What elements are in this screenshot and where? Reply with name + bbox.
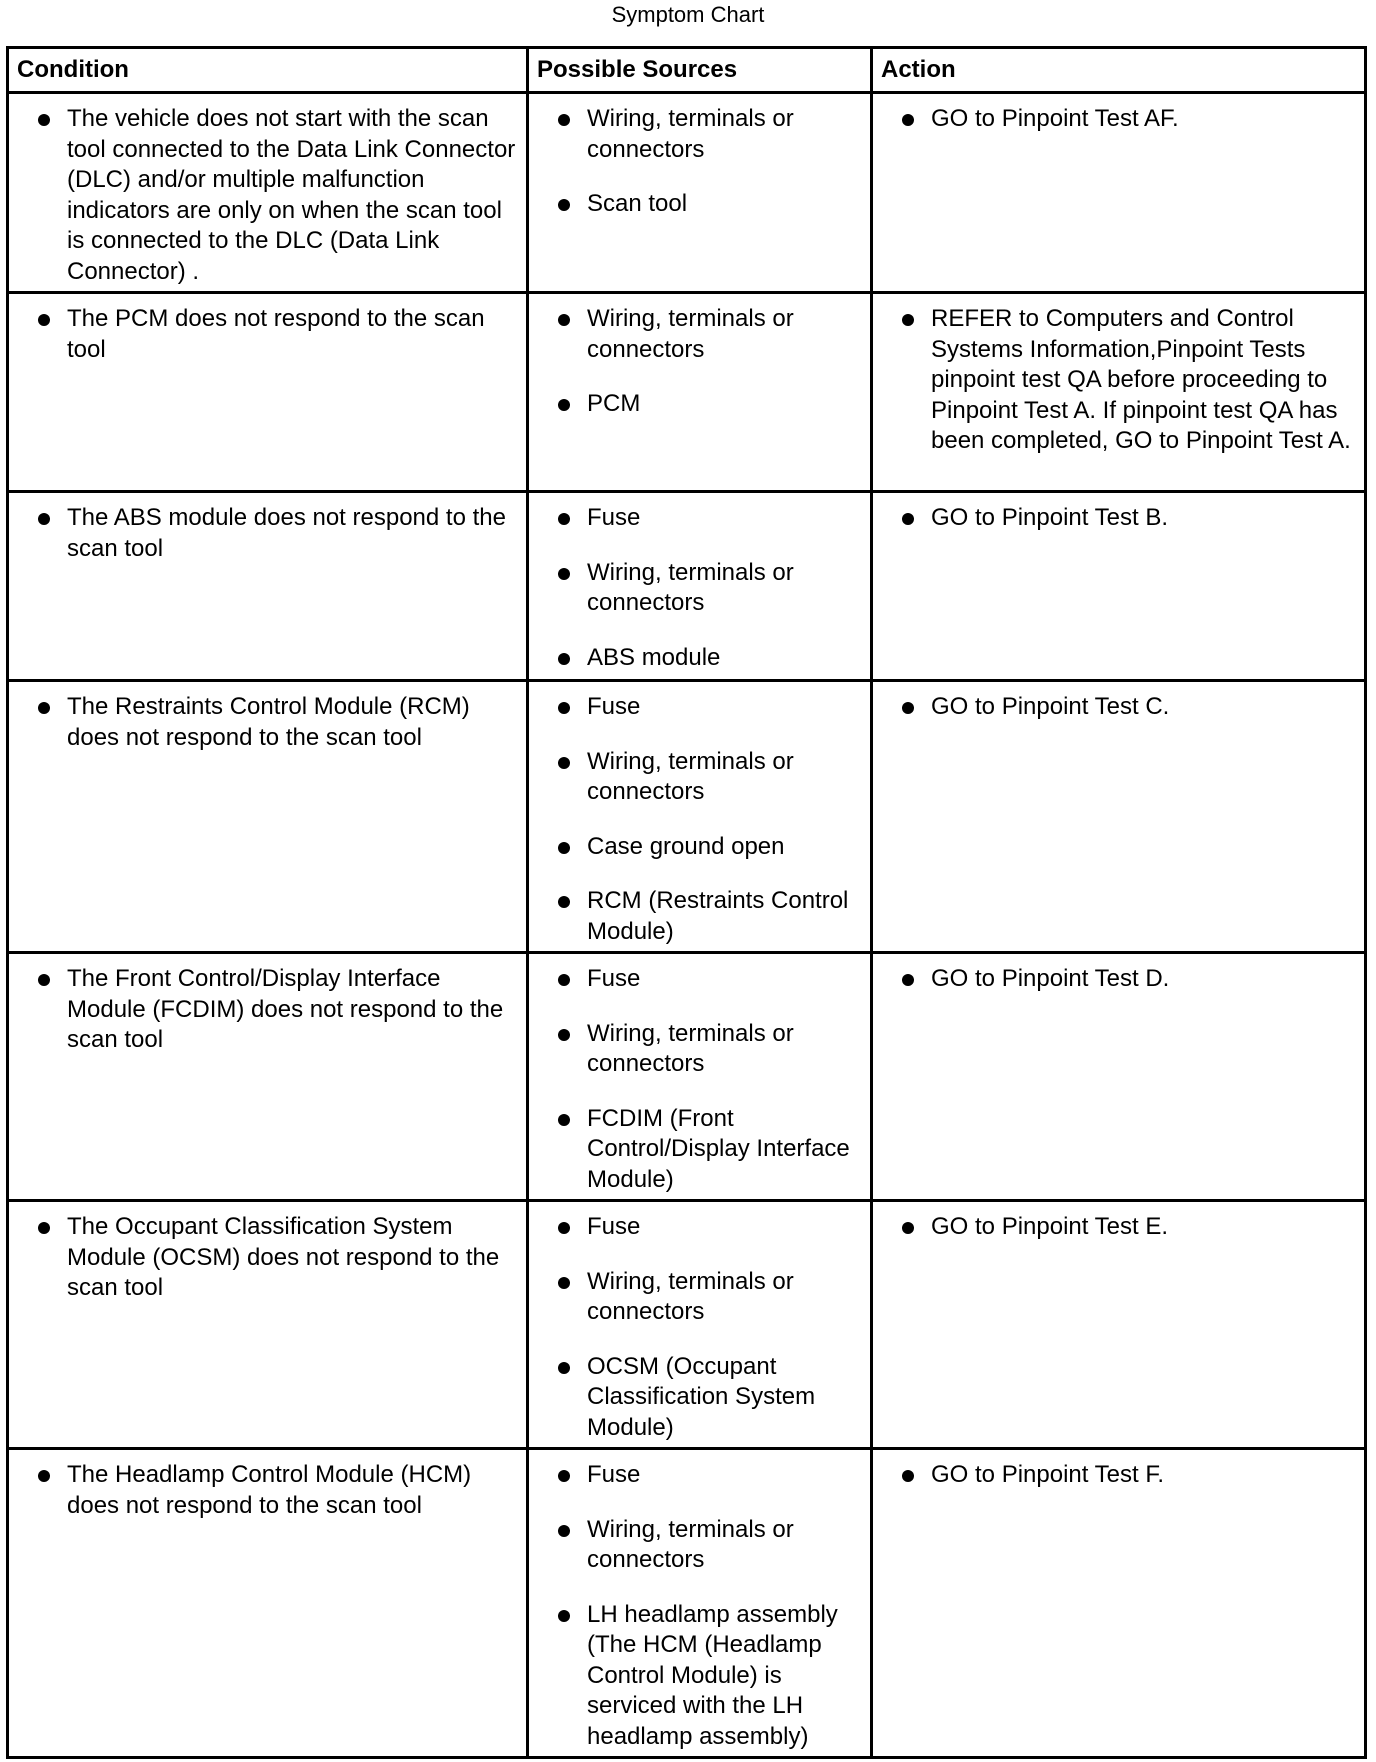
condition-cell: [8, 293, 528, 492]
source-item: Fuse: [537, 692, 860, 723]
action-text: GO to Pinpoint Test F.: [881, 1460, 1354, 1491]
sources-cell: [528, 293, 872, 492]
condition-text: The ABS module does not respond to the scan tool: [17, 503, 516, 564]
source-item: Wiring, terminals or connectors: [537, 747, 860, 808]
source-item: ABS module: [537, 643, 860, 674]
source-item: Scan tool: [537, 189, 860, 220]
source-item: Wiring, terminals or connectors: [537, 558, 860, 619]
action-cell: [872, 953, 1366, 1201]
table-row: [8, 492, 1366, 681]
source-item: PCM: [537, 389, 860, 420]
source-item: RCM (Restraints Control Module): [537, 886, 860, 947]
condition-text: The vehicle does not start with the scan tool connected to the Data Link Connector (DLC) and/or multiple malfunction indicators are only on when the scan tool is connected to the DLC (Data Link Connector) .: [17, 104, 516, 287]
header-condition: Condition: [8, 48, 528, 93]
table-row: [8, 1449, 1366, 1758]
source-item: Fuse: [537, 1460, 860, 1491]
table-row: [8, 953, 1366, 1201]
source-item: Wiring, terminals or connectors: [537, 304, 860, 365]
action-cell: [872, 1449, 1366, 1758]
source-item: Wiring, terminals or connectors: [537, 1515, 860, 1576]
header-action: Action: [872, 48, 1366, 93]
action-cell: [872, 93, 1366, 293]
action-cell: [872, 1201, 1366, 1449]
source-item: Wiring, terminals or connectors: [537, 1019, 860, 1080]
table-row: [8, 93, 1366, 293]
sources-cell: [528, 93, 872, 293]
source-item: Fuse: [537, 1212, 860, 1243]
action-text: REFER to Computers and Control Systems Information,Pinpoint Tests pinpoint test QA before proceeding to Pinpoint Test A. If pinpoint test QA has been completed, GO to Pinpoint Test A.: [881, 304, 1354, 457]
sources-cell: [528, 1201, 872, 1449]
sources-cell: [528, 953, 872, 1201]
condition-text: The Occupant Classification System Module (OCSM) does not respond to the scan tool: [17, 1212, 516, 1304]
action-text: GO to Pinpoint Test D.: [881, 964, 1354, 995]
source-item: Fuse: [537, 503, 860, 534]
action-text: GO to Pinpoint Test AF.: [881, 104, 1354, 135]
condition-cell: [8, 1201, 528, 1449]
condition-cell: [8, 1449, 528, 1758]
sources-cell: [528, 492, 872, 681]
condition-text: The Front Control/Display Interface Module (FCDIM) does not respond to the scan tool: [17, 964, 516, 1056]
table-row: [8, 681, 1366, 953]
action-cell: [872, 681, 1366, 953]
table-row: [8, 293, 1366, 492]
action-text: GO to Pinpoint Test B.: [881, 503, 1354, 534]
condition-cell: [8, 93, 528, 293]
sources-cell: [528, 1449, 872, 1758]
source-item: Wiring, terminals or connectors: [537, 104, 860, 165]
sources-cell: [528, 681, 872, 953]
header-possible-sources: Possible Sources: [528, 48, 872, 93]
condition-cell: [8, 953, 528, 1201]
source-item: Wiring, terminals or connectors: [537, 1267, 860, 1328]
action-text: GO to Pinpoint Test E.: [881, 1212, 1354, 1243]
condition-text: The PCM does not respond to the scan tool: [17, 304, 516, 365]
source-item: OCSM (Occupant Classification System Module): [537, 1352, 860, 1444]
table-header-row: [8, 48, 1366, 93]
condition-cell: [8, 492, 528, 681]
symptom-table: [6, 46, 1367, 1759]
action-cell: [872, 492, 1366, 681]
source-item: Fuse: [537, 964, 860, 995]
source-item: Case ground open: [537, 832, 860, 863]
condition-text: The Headlamp Control Module (HCM) does not respond to the scan tool: [17, 1460, 516, 1521]
action-cell: [872, 293, 1366, 492]
table-row: [8, 1201, 1366, 1449]
source-item: FCDIM (Front Control/Display Interface Module): [537, 1104, 860, 1196]
source-item: LH headlamp assembly (The HCM (Headlamp Control Module) is serviced with the LH headlamp assembly): [537, 1600, 860, 1753]
condition-cell: [8, 681, 528, 953]
action-text: GO to Pinpoint Test C.: [881, 692, 1354, 723]
page-title: Symptom Chart: [611, 2, 765, 27]
condition-text: The Restraints Control Module (RCM) does not respond to the scan tool: [17, 692, 516, 753]
